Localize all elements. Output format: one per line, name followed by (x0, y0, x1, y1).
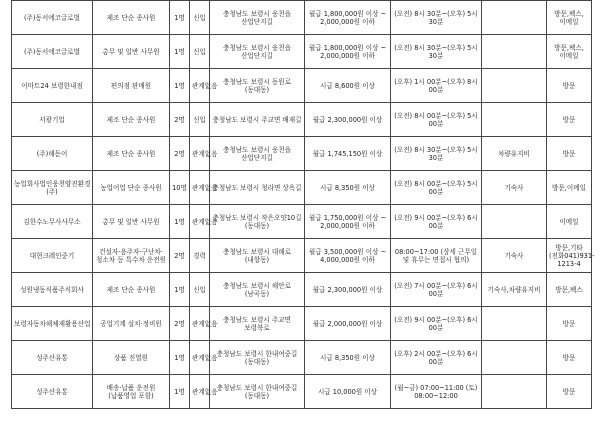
job-title-cell: 공업기계 설치·정비원 (93, 307, 170, 341)
location-cell: 충청남도 보령시 웅천읍 산업단지길 (210, 1, 305, 35)
application-method-cell: 방문 (547, 341, 592, 375)
table-row (12, 341, 592, 375)
headcount-cell: 10명 (170, 171, 190, 205)
company-cell: 서광기업 (12, 103, 93, 137)
benefit-cell (482, 35, 547, 69)
career-cell: 관계없음 (190, 307, 210, 341)
work-hours-cell: (오전) 8시 30분~(오후) 5시 30분 (391, 137, 482, 171)
career-cell: 경력 (190, 239, 210, 273)
job-title-cell: 건설자·음주자·구난차·청소차 등 특수차 운전원 (93, 239, 170, 273)
work-hours-cell: (오전) 8시 00분~(오후) 5시 00분 (391, 171, 482, 205)
application-method-cell: 방문 (547, 103, 592, 137)
career-cell: 신입 (190, 1, 210, 35)
location-cell: 충청남도 보령시 웅천읍 산업단지길 (210, 137, 305, 171)
wage-cell: 월급 2,000,000원 이상 (305, 307, 391, 341)
headcount-cell: 1명 (170, 69, 190, 103)
location-cell: 충청남도 보령시 청라면 상옥길 (210, 171, 305, 205)
headcount-cell: 1명 (170, 341, 190, 375)
table-row (12, 375, 592, 409)
location-cell: 충청남도 보령시 주교면 보령북로 (210, 307, 305, 341)
wage-cell: 시급 8,350원 이상 (305, 341, 391, 375)
table-row (12, 1, 592, 35)
company-cell: (주)동서에코글로벌 (12, 35, 93, 69)
headcount-cell: 1명 (170, 205, 190, 239)
wage-cell: 월급 3,500,000원 이상 ~ 4,000,000원 이하 (305, 239, 391, 273)
company-cell: 성주산유통 (12, 341, 93, 375)
headcount-cell: 1명 (170, 1, 190, 35)
headcount-cell: 2명 (170, 239, 190, 273)
headcount-cell: 2명 (170, 137, 190, 171)
benefit-cell (482, 205, 547, 239)
work-hours-cell: 08:00~17:00 (상세 근무일 및 휴무는 면접시 협의) (391, 239, 482, 273)
table-row (12, 273, 592, 307)
company-cell: (주)해돋이 (12, 137, 93, 171)
application-method-cell: 방문 (547, 375, 592, 409)
application-method-cell: 방문,팩스 (547, 273, 592, 307)
job-title-cell: 농업어업 단순 종사원 (93, 171, 170, 205)
headcount-cell: 1명 (170, 273, 190, 307)
career-cell: 관계없음 (190, 341, 210, 375)
company-cell: (주)동서에코글로벌 (12, 1, 93, 35)
career-cell: 관계없음 (190, 375, 210, 409)
application-method-cell: 방문,기타(전화041)931-1213-4 (547, 239, 592, 273)
company-cell: 성원냉동식품주식회사 (12, 273, 93, 307)
job-title-cell: 제조 단순 종사원 (93, 103, 170, 137)
company-cell: 성주산유통 (12, 375, 93, 409)
benefit-cell: 기숙사 (482, 239, 547, 273)
career-cell: 관계없음 (190, 171, 210, 205)
location-cell: 충청남도 보령시 해안로 (남곡동) (210, 273, 305, 307)
company-cell: 대현크레인중기 (12, 239, 93, 273)
wage-cell: 월급 1,800,000원 이상 ~ 2,000,000원 이하 (305, 1, 391, 35)
career-cell: 신입 (190, 103, 210, 137)
application-method-cell: 방문 (547, 69, 592, 103)
work-hours-cell: (오전) 7시 00분~(오후) 6시 00분 (391, 273, 482, 307)
work-hours-cell: (오전) 8시 30분~(오후) 5시 30분 (391, 1, 482, 35)
headcount-cell: 1명 (170, 35, 190, 69)
table-row (12, 307, 592, 341)
application-method-cell: 방문 (547, 137, 592, 171)
work-hours-cell: (오전) 9시 00분~(오후) 6시 00분 (391, 307, 482, 341)
application-method-cell: 방문,팩스,이메일 (547, 35, 592, 69)
wage-cell: 월급 1,800,000원 이상 ~ 2,000,000원 이하 (305, 35, 391, 69)
job-title-cell: 편의점 판매원 (93, 69, 170, 103)
table-row (12, 171, 592, 205)
location-cell: 충청남도 보령시 한내여중길 (동대동) (210, 375, 305, 409)
job-title-cell: 상품 진열원 (93, 341, 170, 375)
wage-cell: 시급 8,600원 이상 (305, 69, 391, 103)
career-cell: 관계없음 (190, 137, 210, 171)
location-cell: 충청남도 보령시 작은오얏10길 (동대동) (210, 205, 305, 239)
benefit-cell (482, 341, 547, 375)
location-cell: 충청남도 보령시 웅천읍 산업단지길 (210, 35, 305, 69)
table-row (12, 239, 592, 273)
location-cell: 충청남도 보령시 동원로 (동대동) (210, 69, 305, 103)
benefit-cell (482, 1, 547, 35)
job-title-cell: 제조 단순 종사원 (93, 273, 170, 307)
job-listing-table (11, 0, 595, 409)
job-title-cell: 총무 및 일반 사무원 (93, 35, 170, 69)
benefit-cell: 기숙사,차량유지비 (482, 273, 547, 307)
work-hours-cell: (월~금) 07:00~11:00 (토) 08:00~12:00 (391, 375, 482, 409)
table-row (12, 103, 592, 137)
work-hours-cell: (오전) 8시 30분~(오후) 5시 30분 (391, 35, 482, 69)
wage-cell: 월급 2,300,000원 이상 (305, 103, 391, 137)
table-row (12, 35, 592, 69)
table-row (12, 137, 592, 171)
company-cell: 김한수노무사사무소 (12, 205, 93, 239)
benefit-cell (482, 307, 547, 341)
wage-cell: 월급 2,300,000원 이상 (305, 273, 391, 307)
wage-cell: 월급 1,750,000원 이상 ~ 2,000,000원 이하 (305, 205, 391, 239)
job-title-cell: 제조 단순 종사원 (93, 1, 170, 35)
benefit-cell (482, 375, 547, 409)
career-cell: 관계없음 (190, 69, 210, 103)
job-title-cell: 총무 및 일반 사무원 (93, 205, 170, 239)
work-hours-cell: (오후) 1시 00분~(오후) 8시 00분 (391, 69, 482, 103)
benefit-cell: 기숙사 (482, 171, 547, 205)
table-body (12, 1, 595, 409)
benefit-cell: 차량유지비 (482, 137, 547, 171)
job-title-cell: 배송·납품 운전원(납품영업 포함) (93, 375, 170, 409)
application-method-cell: 방문,이메일 (547, 171, 592, 205)
work-hours-cell: (오전) 8시 00분~(오후) 5시 00분 (391, 103, 482, 137)
application-method-cell: 이메일 (547, 205, 592, 239)
headcount-cell: 1명 (170, 375, 190, 409)
job-title-cell: 제조 단순 종사원 (93, 137, 170, 171)
wage-cell: 시급 10,000원 이상 (305, 375, 391, 409)
benefit-cell (482, 69, 547, 103)
company-cell: 보령자동차해체재활용산업 (12, 307, 93, 341)
career-cell: 신입 (190, 35, 210, 69)
career-cell: 신입 (190, 273, 210, 307)
career-cell: 관계없음 (190, 205, 210, 239)
work-hours-cell: (오전) 9시 00분~(오후) 6시 00분 (391, 205, 482, 239)
location-cell: 충청남도 보령시 대해로 (내항동) (210, 239, 305, 273)
location-cell: 충청남도 보령시 한내여중길 (동대동) (210, 341, 305, 375)
benefit-cell (482, 103, 547, 137)
headcount-cell: 2명 (170, 307, 190, 341)
table-row (12, 205, 592, 239)
wage-cell: 월급 1,745,150원 이상 (305, 137, 391, 171)
application-method-cell: 방문 (547, 307, 592, 341)
headcount-cell: 2명 (170, 103, 190, 137)
application-method-cell: 방문,팩스,이메일 (547, 1, 592, 35)
company-cell: 이마트24 보령한내점 (12, 69, 93, 103)
table-row (12, 69, 592, 103)
work-hours-cell: (오후) 2시 00분~(오후) 6시 00분 (391, 341, 482, 375)
location-cell: 충청남도 보령시 주교면 배재길 (210, 103, 305, 137)
company-cell: 농업회사법인웅천양진환경(주) (12, 171, 93, 205)
wage-cell: 시급 8,350원 이상 (305, 171, 391, 205)
